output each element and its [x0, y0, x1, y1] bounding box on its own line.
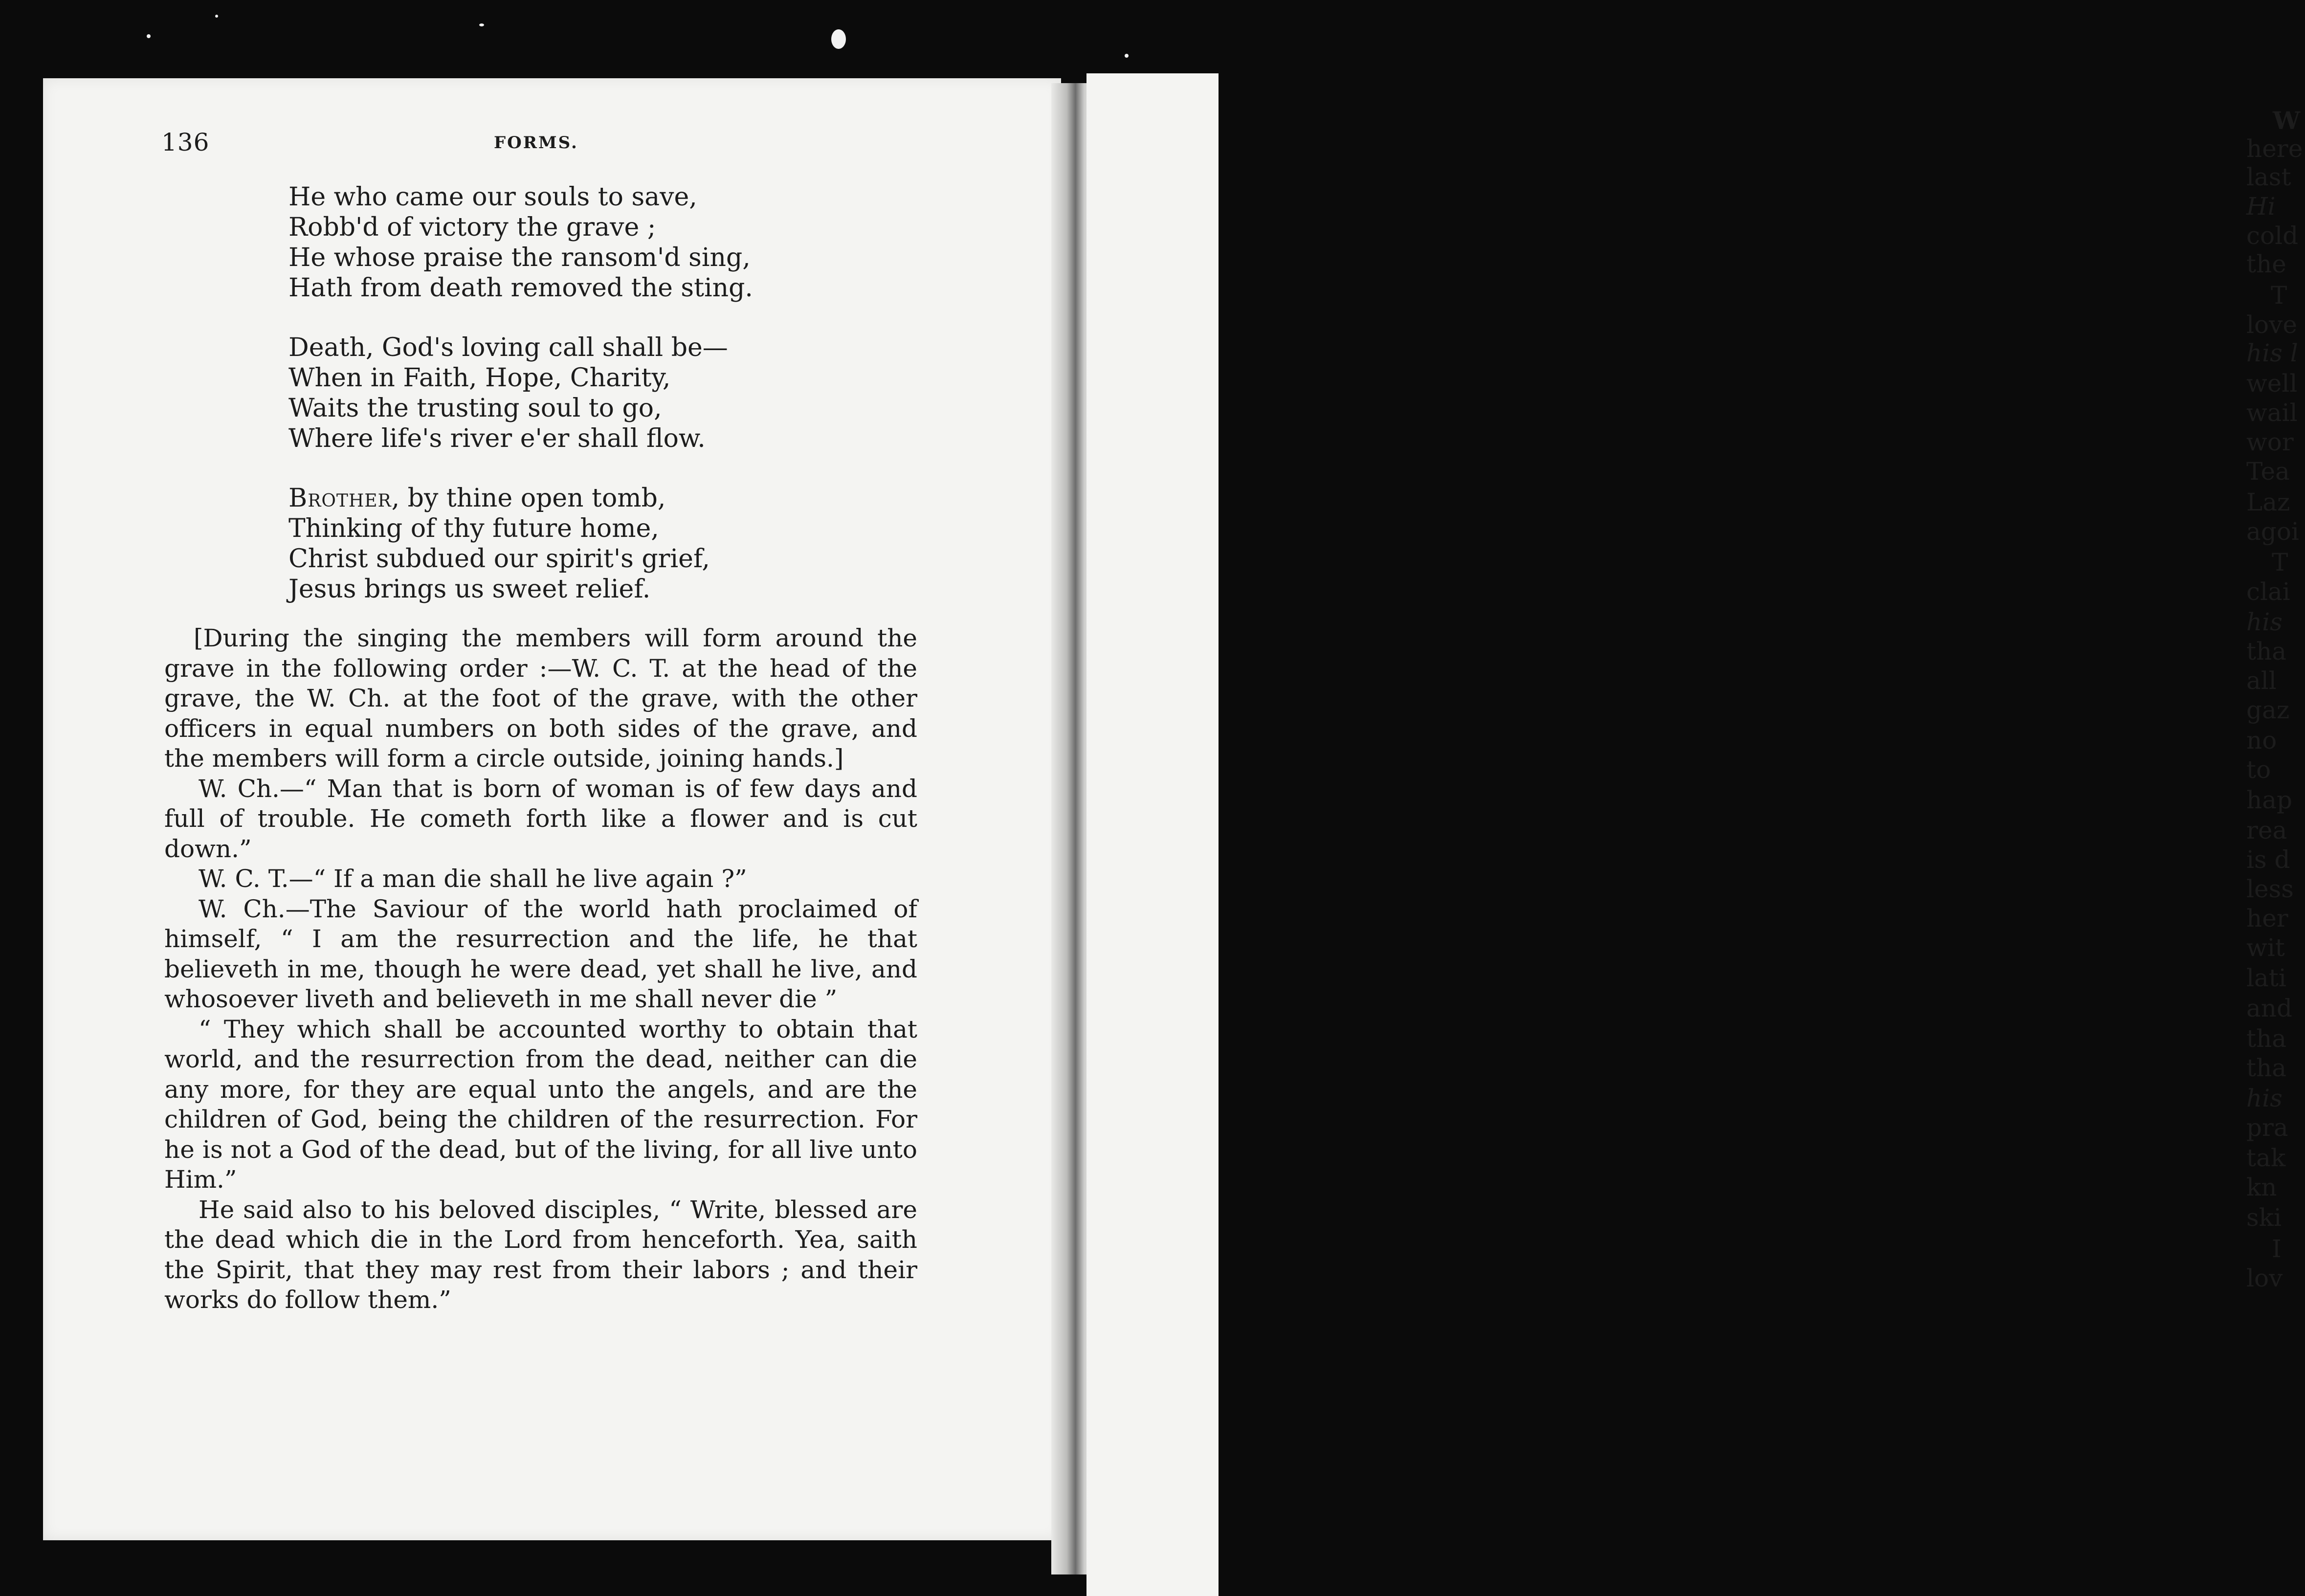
stage-direction: [During the singing the members will form around the grave in the following order :—W. C. T. at the head of the grave, the W. Ch. at the foot of the grave, with the other officers in equal numbers on both sides of the grave, and the members will form a circle outside, joining hands.] — [164, 624, 917, 773]
right-page-fragment: T — [2272, 548, 2288, 576]
right-page-fragment: Hi — [2246, 192, 2276, 221]
right-page-fragment: his l — [2246, 339, 2298, 367]
stanza — [288, 182, 973, 303]
verse-line: Thinking of thy future home, — [288, 514, 659, 543]
ritual-prose — [164, 623, 917, 1315]
paragraph: W. C. T.—“ If a man die shall he live again ?” — [199, 864, 747, 893]
paragraph: He said also to his beloved disciples, “ Write, blessed are the dead which die in the Lord from henceforth. Yea, saith the Spirit, that they may rest from their labors ; and their works do follow them.” — [164, 1195, 917, 1314]
stanza — [288, 483, 973, 604]
right-page-fragment: rea — [2246, 816, 2287, 844]
verse-line — [288, 483, 973, 513]
page-header — [161, 128, 924, 162]
right-page-fragment: tha — [2246, 1054, 2287, 1082]
right-page-fragment: here — [2246, 134, 2303, 163]
right-page-fragment: his — [2246, 608, 2283, 636]
right-page-fragment: Laz — [2246, 488, 2290, 516]
right-page-fragment: to — [2246, 755, 2271, 784]
paragraph: W. Ch.—The Saviour of the world hath proclaimed of himself, “ I am the resurrection and the life, he that believeth in me, though he were dead, yet shall he live, and whosoever liveth and believeth in me shall never die ” — [164, 894, 917, 1013]
verse-line: Death, God's loving call shall be— — [288, 333, 728, 362]
paragraph: “ They which shall be accounted worthy to obtain that world, and the resurrection from the dead, neither can die any more, for they are equal unto the angels, and are the children of God, being the children of the resurrection. For he is not a God of the dead, but of the living, for all live unto Him.” — [164, 1015, 917, 1194]
right-page-fragment: less — [2246, 875, 2294, 903]
right-page-fragment: gaz — [2246, 696, 2290, 724]
running-head: FORMS. — [494, 133, 578, 153]
verse-line: He who came our souls to save, — [288, 182, 697, 212]
right-page-fragment: her — [2246, 904, 2288, 932]
right-page-fragment: tak — [2246, 1144, 2286, 1172]
right-page-fragment: tha — [2246, 1024, 2287, 1053]
scan-speck — [479, 23, 484, 26]
right-page-fragment: all — [2246, 666, 2277, 695]
right-page-fragment: pra — [2246, 1113, 2288, 1142]
right-page-fragment: last — [2246, 163, 2291, 191]
verse-first-word: Brother — [288, 484, 392, 513]
verse-line: Jesus brings us sweet relief. — [288, 575, 651, 604]
scan-speck — [831, 29, 846, 49]
right-page-fragment: well — [2246, 369, 2298, 398]
right-page-fragment: tha — [2246, 637, 2287, 665]
hymn-verses — [288, 182, 973, 634]
right-page-fragment: W — [2273, 106, 2301, 135]
verse-line: Robb'd of victory the grave ; — [288, 213, 656, 242]
verse-line: He whose praise the ransom'd sing, — [288, 243, 751, 272]
right-page-fragment: kn — [2246, 1173, 2277, 1201]
page-number: 136 — [161, 128, 210, 156]
verse-line: Where life's river e'er shall flow. — [288, 424, 706, 453]
right-page-fragment: I — [2272, 1235, 2282, 1263]
verse-line: Waits the trusting soul to go, — [288, 394, 662, 423]
right-page-fragment: wit — [2246, 933, 2285, 962]
verse-line: When in Faith, Hope, Charity, — [288, 363, 671, 393]
right-page-fragment: love — [2246, 310, 2297, 339]
right-page-fragment: wor — [2246, 428, 2294, 456]
right-page-fragment: clai — [2246, 577, 2290, 606]
right-page-fragment: ski — [2246, 1203, 2282, 1232]
right-page-fragment: lati — [2246, 964, 2286, 992]
scan-speck — [147, 34, 151, 38]
right-page-fragment: his — [2246, 1084, 2283, 1112]
verse-line-rest: , by thine open tomb, — [391, 484, 666, 513]
right-page-fragment: cold — [2246, 222, 2299, 250]
right-page-fragment: agoi — [2246, 517, 2299, 546]
paragraph: W. Ch.—“ Man that is born of woman is of few days and full of trouble. He cometh forth like a flower and is cut down.” — [164, 774, 917, 863]
scan-speck — [1125, 54, 1129, 58]
verse-line: Hath from death removed the sting. — [288, 273, 753, 303]
stanza — [288, 332, 973, 454]
right-page-fragment: and — [2246, 994, 2293, 1022]
right-page-fragment: is d — [2246, 845, 2290, 874]
right-page-fragment: the — [2246, 250, 2286, 278]
right-page-fragment: hap — [2246, 786, 2293, 814]
right-page — [1086, 73, 2303, 1596]
scan-speck — [215, 15, 218, 18]
verse-line: Christ subdued our spirit's grief, — [288, 544, 710, 574]
right-page-fragment: no — [2246, 726, 2277, 754]
right-page-fragment: lov — [2246, 1264, 2283, 1292]
right-page-fragment: Tea — [2246, 457, 2290, 486]
right-page-fragment: wail — [2246, 399, 2298, 427]
right-page-fragment: T — [2271, 281, 2287, 310]
